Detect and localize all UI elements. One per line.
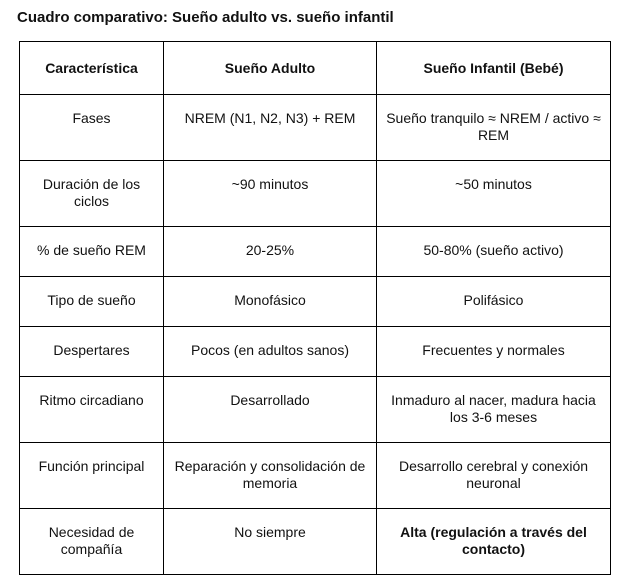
adult-cell: Reparación y consolidación de memoria [164,443,377,509]
table-row [20,509,611,575]
table-row [20,443,611,509]
table-row [20,227,611,277]
infant-cell: Inmaduro al nacer, madura hacia los 3-6 meses [377,377,611,443]
feature-cell: Necesidad de compañía [20,509,164,575]
infant-cell: Sueño tranquilo ≈ NREM / activo ≈ REM [377,95,611,161]
feature-cell: Fases [20,95,164,161]
feature-cell: Despertares [20,327,164,377]
table-row [20,377,611,443]
table-row [20,95,611,161]
adult-cell: NREM (N1, N2, N3) + REM [164,95,377,161]
infant-cell: Alta (regulación a través del contacto) [377,509,611,575]
column-header-adult: Sueño Adulto [164,42,377,95]
infant-cell: ~50 minutos [377,161,611,227]
table-row [20,161,611,227]
infant-cell: Frecuentes y normales [377,327,611,377]
table-row [20,277,611,327]
feature-cell: Tipo de sueño [20,277,164,327]
adult-cell: Pocos (en adultos sanos) [164,327,377,377]
adult-cell: 20-25% [164,227,377,277]
adult-cell: ~90 minutos [164,161,377,227]
adult-cell: Desarrollado [164,377,377,443]
feature-cell: Duración de los ciclos [20,161,164,227]
adult-cell: No siempre [164,509,377,575]
adult-cell: Monofásico [164,277,377,327]
infant-cell: 50-80% (sueño activo) [377,227,611,277]
infant-cell: Polifásico [377,277,611,327]
page-title: Cuadro comparativo: Sueño adulto vs. sueño infantil [17,9,394,26]
feature-cell: Ritmo circadiano [20,377,164,443]
feature-cell: Función principal [20,443,164,509]
feature-cell: % de sueño REM [20,227,164,277]
table-header-row [20,42,611,95]
column-header-feature: Característica [20,42,164,95]
table-row [20,327,611,377]
column-header-infant: Sueño Infantil (Bebé) [377,42,611,95]
comparison-table [19,41,611,575]
infant-cell: Desarrollo cerebral y conexión neuronal [377,443,611,509]
